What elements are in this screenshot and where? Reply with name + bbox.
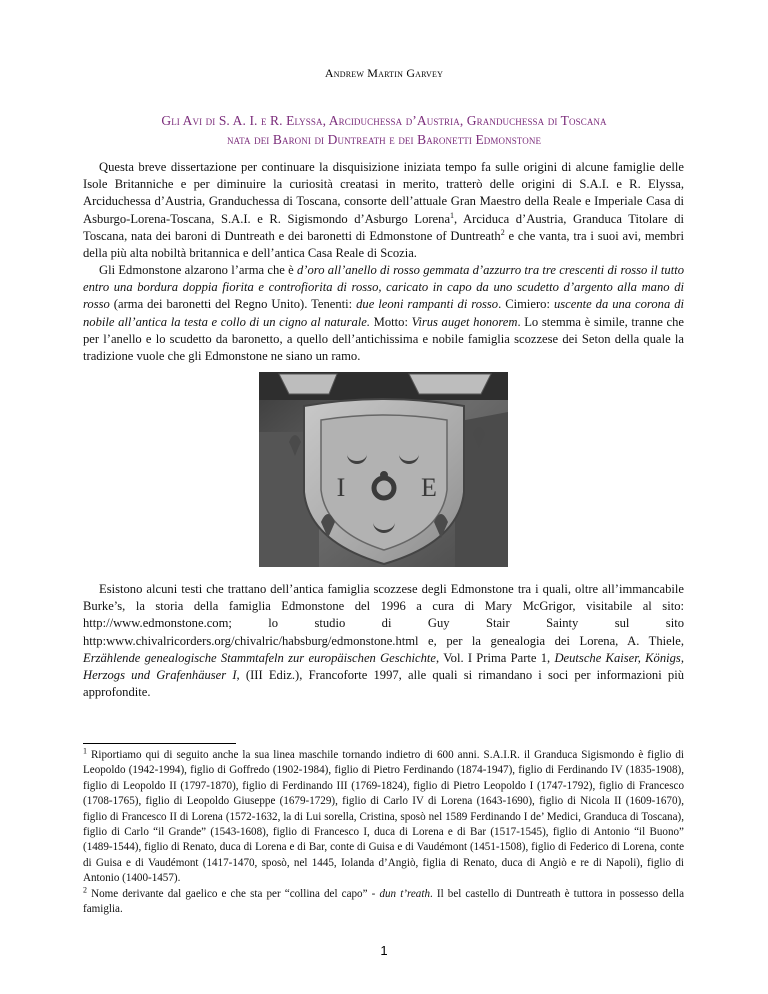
arms-crest: uscente da una corona di nobile all’antica la testa e collo di un cigno al naturale.	[83, 297, 684, 329]
arms-motto: Virus auget honorem	[411, 314, 518, 329]
arms-text-2: (arma dei baronetti del Regno Unito). Tenenti:	[109, 297, 357, 312]
title-line-2: nata dei Baroni di Duntreath e dei Baronetti Edmonstone	[226, 132, 542, 147]
sources-text-2: , Vol. I Prima Parte 1,	[436, 650, 555, 665]
footnote-2-gaelic: dun t’reath	[379, 887, 430, 900]
arms-blazon: d’oro all’anello di rosso gemmata d’azzurro tra tre crescenti di rosso il tutto entro una bordura doppia fiorita e controfiorita di rosso, caricato in capo da uno scudetto d’argento alla mano di rosso	[83, 263, 684, 312]
carved-letter-i: I	[336, 473, 346, 502]
footnote-2	[83, 884, 684, 918]
sources-book-title: Erzählende genealogische Stammtafeln zur europäischen Geschichte	[83, 650, 437, 665]
author-name: Andrew Martin Garvey	[324, 66, 444, 80]
paragraph-intro-text-2: , Arciduca d’Austria, Granduca Titolare di Toscana, nata dei baroni di Duntreath e dei baronetti di Edmonstone of Duntreath	[83, 211, 685, 243]
title-line-1: Gli Avi di S. A. I. e R. Elyssa, Arciduchessa d’Austria, Granduchessa di Toscana	[161, 113, 607, 128]
carved-letter-e: E	[421, 473, 437, 502]
footnote-1-number: 1	[83, 746, 87, 756]
sources-text-1: Esistono alcuni testi che trattano dell’antica famiglia scozzese degli Edmonstone tra i quali, oltre all’immancabile Burke’s, la storia della famiglia Edmonstone del 1996 a cura di Mary McGrigor, visitabile al sito: http://www.edmonstone.com; lo studio di Guy Stair Sainty sul sito http:www.chivalricorders.org/chivalric/habsburg/edmonstone.html e, per la genealogia dei Lorena, A. Thiele,	[83, 582, 684, 648]
arms-text-3: . Cimiero:	[498, 297, 554, 312]
footnote-2-text-1: Nome derivante dal gaelico e che sta per “collina del capo” -	[87, 887, 380, 900]
arms-text-4: Motto:	[370, 314, 412, 329]
coat-of-arms-photo	[259, 372, 508, 567]
footnote-2-number: 2	[83, 884, 87, 894]
paragraph-arms	[83, 262, 684, 365]
footnote-ref-1[interactable]: 1	[450, 210, 455, 220]
footnote-1	[83, 748, 684, 887]
page-number: 1	[380, 943, 388, 958]
arms-text-5: . Lo stemma è simile, tranne che per l’anello e lo scudetto da baronetto, a quello dell’antichissima e nobile famiglia scozzese dei Seton della quale la tradizione vuole che gli Edmonstone ne siano un ramo.	[83, 314, 684, 364]
arms-text-1: Gli Edmonstone alzarono l’arma che è	[99, 263, 297, 277]
footnote-2-text-2: . Il bel castello di Duntreath è tuttora in possesso della famiglia.	[83, 887, 684, 916]
arms-supporters: due leoni rampanti di rosso	[356, 297, 499, 312]
paragraph-sources	[83, 581, 684, 701]
sources-book-subtitle: Deutsche Kaiser, Königs, Herzogs und Grafenhäuser I,	[83, 650, 684, 683]
paragraph-intro-text-1: Questa breve dissertazione per continuare la disquisizione iniziata tempo fa sulle origini di alcune famiglie delle Isole Britanniche e per diminuire la curiosità creatasi in merito, tratterò delle origini di S.A.I. e R. Elyssa, Arciduchessa d’Austria, Granduchessa di Toscana, consorte dell’attuale Gran Maestro della Reale e Imperiale Casa di Asburgo-Lorena-Toscana, S.A.I. e R. Sigismondo d’Asburgo Lorena	[83, 160, 684, 226]
footnote-ref-2[interactable]: 2	[500, 227, 505, 237]
paragraph-intro	[83, 159, 684, 262]
footnotes	[83, 748, 684, 917]
footnote-divider	[83, 743, 236, 744]
footnote-1-text: Riportiamo qui di seguito anche la sua linea maschile tornando indietro di 600 anni. S.A.I.R. il Granduca Sigismondo è figlio di Leopoldo (1942-1994), figlio di Goffredo (1902-1984), figlio di Pietro Ferdinando (1874-1947), figlio di Ferdinando IV (1835-1908), figlio di Leopoldo II (1797-1870), figlio di Ferdinando III (1769-1824), figlio di Pietro Leopoldo I (1747-1792), figlio di Francesco (1708-1765), figlio di Leopoldo Giuseppe (1679-1729), figlio di Carlo IV di Lorena (1643-1690), figlio di Nicola II (1609-1670), figlio di Francesco II di Lorena (1572-1632, la di Lui sorella, Cristina, sposò nel 1589 Ferdinando I de’ Medici, Granduca di Toscana), figlio di Carlo “il Grande” (1543-1608), figlio di Francesco I, duca di Lorena e di Bar (1517-1545), figlio di Antonio “il Buono” (1489-1544), figlio di Renato, duca di Lorena e di Bar, conte di Guisa e di Vaudémont (1451-1508), figlio di Federico di Lorena, conte di Guisa e di Vaudémont (1417-1470, sposò, nel 1445, Iolanda d’Angiò, figlia di Renato, duca di Angiò e re di Napoli), figlio di Antonio (1400-1457).	[83, 749, 684, 885]
paragraph-intro-text-3: e che vanta, tra i suoi avi, membri della più alta nobiltà britannica e dell’antica Casa Reale di Scozia.	[83, 228, 684, 261]
sources-text-3: (III Ediz.), Francoforte 1997, alle quali si rimandano i soci per informazioni più approfondite.	[83, 668, 684, 700]
